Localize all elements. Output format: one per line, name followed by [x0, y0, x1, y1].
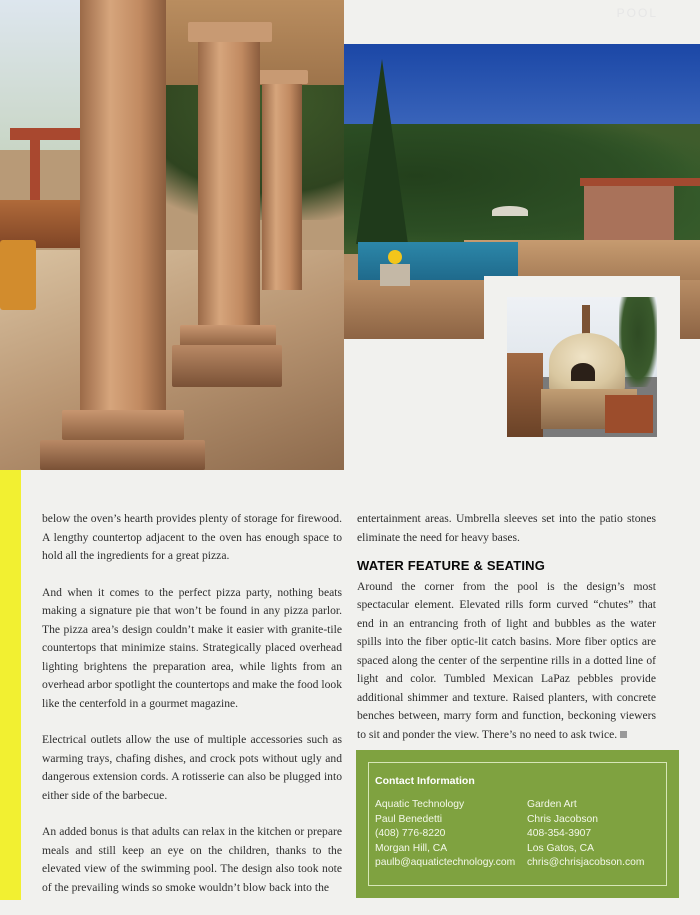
contact-company: Garden Art [527, 799, 577, 810]
photo-pizza-oven [507, 297, 657, 437]
photo-pavilion-columns [0, 0, 344, 470]
section-heading: WATER FEATURE & SEATING [357, 558, 546, 573]
contact-email: chris@chrisjacobson.com [527, 857, 645, 868]
photo-oven-mouth [571, 363, 595, 381]
photo-wall [507, 353, 543, 437]
photo-umbrella [492, 206, 528, 216]
contact-garden-art [527, 798, 644, 871]
contact-title: Contact Information [375, 775, 475, 787]
contact-city: Morgan Hill, CA [375, 842, 448, 854]
contact-email: paulb@aquatictechnology.com [375, 857, 516, 868]
body-paragraph: An added bonus is that adults can relax in the kitchen or prepare meals and still keep an eye on the children, thanks to the elevated view of the swimming pool. The design also took note of the prevailing winds so smoke wouldn’t blow back into the [42, 825, 342, 894]
body-paragraph: entertainment areas. Umbrella sleeves set into the patio stones eliminate the need for heavy bases. [357, 512, 656, 544]
contact-phone: (408) 776-8220 [375, 828, 446, 839]
contact-name: Paul Benedetti [375, 813, 442, 825]
photo-cabana [584, 184, 674, 244]
photo-cedar-tree [356, 59, 408, 244]
article-right-column [357, 510, 656, 762]
photo-column-capital [256, 70, 308, 84]
photo-column-plinth [40, 440, 205, 470]
photo-chair [0, 240, 36, 310]
photo-column [262, 80, 302, 290]
end-of-article-mark [620, 731, 627, 738]
body-text: Around the corner from the pool is the design’s most spectacular element. Elevated rills form curved “chutes” that end in an entrancing froth of light and bubbles as the water spills into the fiber optic-lit catch basins. More fiber optics are spaced along the center of the serpentine rills in a dotted line of light and color. Tumbled Mexican LaPaz pebbles provide additional shimmer and texture. Raised planters, with concrete benches between, marry form and function, beckoning viewers to sit and ponder the view. There’s no need to ask twice. [357, 579, 656, 741]
contact-aquatic-technology [375, 798, 515, 871]
photo-column-base [62, 410, 184, 440]
photo-column-base [180, 325, 276, 347]
photo-column [80, 0, 166, 420]
photo-pergola-post [30, 140, 40, 200]
photo-cabinet [605, 395, 653, 433]
photo-column-plinth [172, 345, 282, 387]
photo-fountain [380, 264, 410, 286]
contact-name: Chris Jacobson [527, 813, 598, 825]
contact-city: Los Gatos, CA [527, 842, 594, 854]
section-label: POOL [616, 6, 658, 20]
photo-pergola [580, 178, 700, 186]
body-paragraph: below the oven’s hearth provides plenty of storage for firewood. A lengthy countertop adjacent to the oven has enough space to hold all the ingredients for a great pizza. [42, 512, 342, 562]
article-left-column [42, 510, 342, 915]
photo-column [198, 40, 260, 330]
photo-sculpture-orb [388, 250, 402, 264]
contact-info-box [356, 750, 679, 898]
contact-company: Aquatic Technology [375, 799, 465, 810]
body-paragraph: And when it comes to the perfect pizza party, nothing beats making a signature pie that won’t be found in any pizza parlor. The pizza area’s design couldn’t make it easier with granite-tile countertops that minimize stains. Strategically placed overhead lighting brightens the preparation area, while lights from an overhead arbor spotlight the countertops and make the food look like the centerfold in a gourmet magazine. [42, 585, 342, 710]
photo-column-capital [188, 22, 272, 42]
body-paragraph [357, 578, 656, 745]
contact-phone: 408-354-3907 [527, 828, 592, 839]
body-paragraph: Electrical outlets allow the use of multiple accessories such as warming trays, chafing dishes, and crock pots without ugly and dangerous extension cords. A rotisserie can also be plugged into either side of the barbecue. [42, 733, 342, 802]
